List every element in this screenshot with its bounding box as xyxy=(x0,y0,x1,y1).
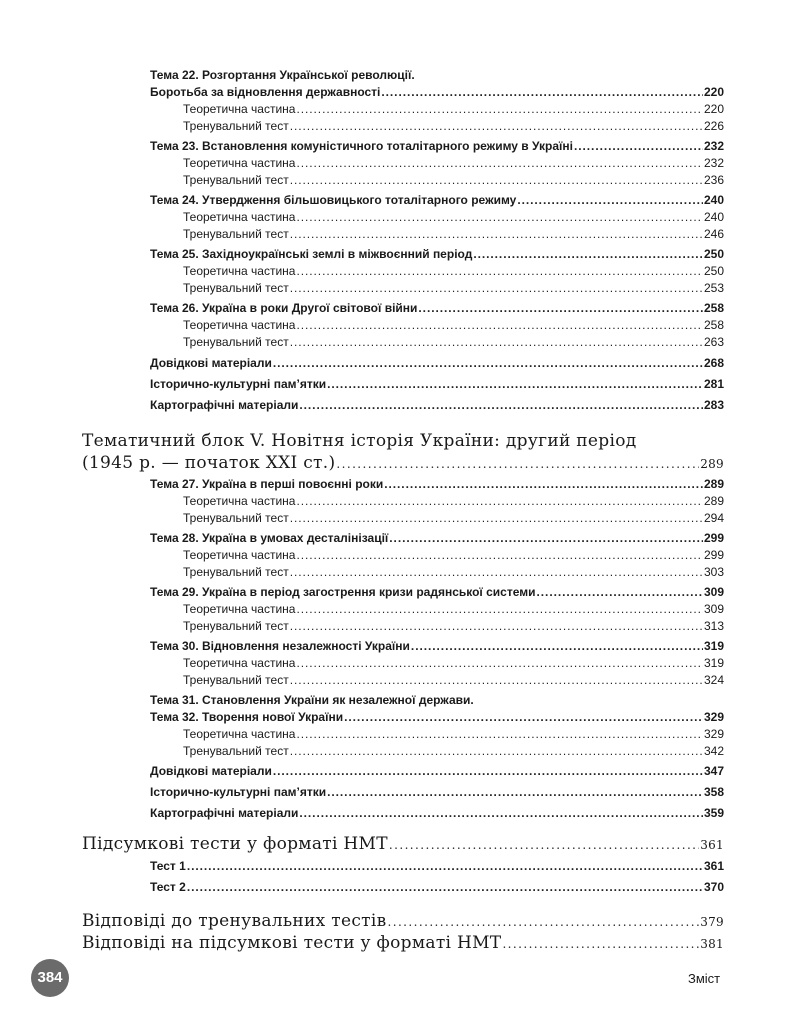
toc-entry-topic-22[interactable] xyxy=(150,85,724,100)
toc-page: 232 xyxy=(703,156,724,170)
leader-dots xyxy=(290,673,703,688)
leader-dots xyxy=(296,318,703,333)
toc-page: 258 xyxy=(703,301,724,315)
toc-entry-answers-final[interactable] xyxy=(82,933,724,954)
toc-page: 361 xyxy=(700,838,724,852)
toc-title: Картографічні матеріали xyxy=(150,806,299,820)
toc-entry-practice[interactable] xyxy=(183,335,724,350)
toc-entry-practice[interactable] xyxy=(183,281,724,296)
leader-dots xyxy=(574,139,703,154)
toc-entry-practice[interactable] xyxy=(183,565,724,580)
leader-dots xyxy=(290,281,703,296)
toc-page: 250 xyxy=(703,247,724,261)
leader-dots xyxy=(296,264,703,279)
toc-page: 240 xyxy=(703,193,724,207)
leader-dots xyxy=(473,247,703,262)
leader-dots xyxy=(336,453,699,474)
toc-title: Відповіді на підсумкові тести у форматі НМТ xyxy=(82,933,502,953)
toc-entry-topic-27[interactable] xyxy=(150,477,724,492)
toc-title: Тренувальний тест xyxy=(183,619,289,633)
toc-page: 226 xyxy=(703,119,724,133)
toc-page: 232 xyxy=(703,139,724,153)
leader-dots xyxy=(290,565,703,580)
toc-page: 329 xyxy=(703,710,724,724)
toc-page: 299 xyxy=(703,548,724,562)
toc-entry-test-1[interactable] xyxy=(150,859,724,874)
toc-entry-theory[interactable] xyxy=(183,156,724,171)
toc-entry-answers-training[interactable] xyxy=(82,911,724,932)
toc-entry-topic-23[interactable] xyxy=(150,139,724,154)
leader-dots xyxy=(387,911,699,932)
toc-title: Тест 2 xyxy=(150,880,186,894)
toc-title: Теоретична частина xyxy=(183,656,296,670)
toc-title: Теоретична частина xyxy=(183,602,296,616)
toc-title: Тема 23. Встановлення комуністичного тоталітарного режиму в Україні xyxy=(150,139,573,153)
page-number-badge: 384 xyxy=(31,959,69,997)
toc-entry-topic-30[interactable] xyxy=(150,639,724,654)
toc-page: 250 xyxy=(703,264,724,278)
toc-page: 309 xyxy=(703,585,724,599)
toc-page: 220 xyxy=(703,102,724,116)
toc-entry-theory[interactable] xyxy=(183,548,724,563)
toc-entry-test-2[interactable] xyxy=(150,880,724,895)
toc-title: Теоретична частина xyxy=(183,318,296,332)
leader-dots xyxy=(296,210,703,225)
toc-page: 246 xyxy=(703,227,724,241)
toc-title: Історично-культурні пам’ятки xyxy=(150,785,327,799)
toc-title: Відповіді до тренувальних тестів xyxy=(82,911,387,931)
toc-topic-31-title[interactable]: Тема 31. Становлення України як незалежної держави. xyxy=(150,693,474,707)
toc-entry-theory[interactable] xyxy=(183,727,724,742)
leader-dots xyxy=(273,764,703,779)
toc-entry-practice[interactable] xyxy=(183,619,724,634)
leader-dots xyxy=(344,710,703,725)
leader-dots xyxy=(389,834,699,855)
toc-title: Тренувальний тест xyxy=(183,511,289,525)
toc-title: Тренувальний тест xyxy=(183,227,289,241)
toc-entry-topic-29[interactable] xyxy=(150,585,724,600)
toc-entry-block-v[interactable] xyxy=(82,453,724,474)
toc-title: Теоретична частина xyxy=(183,548,296,562)
toc-title: Боротьба за відновлення державності xyxy=(150,85,381,99)
leader-dots xyxy=(296,102,703,117)
toc-title: Теоретична частина xyxy=(183,210,296,224)
toc-title: Тренувальний тест xyxy=(183,565,289,579)
leader-dots xyxy=(517,193,703,208)
toc-entry-theory[interactable] xyxy=(183,656,724,671)
leader-dots xyxy=(290,744,703,759)
toc-entry-topic-26[interactable] xyxy=(150,301,724,316)
toc-page: 253 xyxy=(703,281,724,295)
toc-page: 319 xyxy=(703,656,724,670)
toc-title: Тренувальний тест xyxy=(183,173,289,187)
toc-entry-topic-32[interactable] xyxy=(150,710,724,725)
toc-title: Тренувальний тест xyxy=(183,744,289,758)
toc-title: Тема 28. Україна в умовах десталінізації xyxy=(150,531,389,545)
toc-page: 283 xyxy=(703,398,724,412)
toc-page: 324 xyxy=(703,673,724,687)
toc-page: 379 xyxy=(700,915,724,929)
toc-entry-theory[interactable] xyxy=(183,318,724,333)
toc-page: 299 xyxy=(703,531,724,545)
leader-dots xyxy=(296,727,703,742)
toc-entry-reference[interactable] xyxy=(150,356,724,371)
leader-dots xyxy=(296,548,703,563)
toc-entry-monuments[interactable] xyxy=(150,377,724,392)
toc-entry-theory[interactable] xyxy=(183,102,724,117)
toc-page: 309 xyxy=(703,602,724,616)
toc-title: Теоретична частина xyxy=(183,102,296,116)
toc-page: 359 xyxy=(703,806,724,820)
toc-title: (1945 р. — початок XXI ст.) xyxy=(82,453,336,473)
toc-entry-practice[interactable] xyxy=(183,227,724,242)
toc-entry-practice[interactable] xyxy=(183,744,724,759)
toc-title: Тренувальний тест xyxy=(183,673,289,687)
toc-page: 289 xyxy=(703,494,724,508)
toc-page: 342 xyxy=(703,744,724,758)
toc-entry-maps[interactable] xyxy=(150,398,724,413)
toc-entry-practice[interactable] xyxy=(183,119,724,134)
leader-dots xyxy=(381,85,703,100)
section-title: Зміст xyxy=(688,971,721,986)
toc-title: Тема 29. Україна в період загострення кризи радянської системи xyxy=(150,585,536,599)
toc-title: Тренувальний тест xyxy=(183,335,289,349)
toc-page: 381 xyxy=(700,937,724,951)
leader-dots xyxy=(273,356,703,371)
toc-entry-practice[interactable] xyxy=(183,673,724,688)
leader-dots xyxy=(299,806,703,821)
toc-page: 220 xyxy=(703,85,724,99)
leader-dots xyxy=(290,227,703,242)
leader-dots xyxy=(418,301,703,316)
toc-title: Теоретична частина xyxy=(183,727,296,741)
toc-page: 289 xyxy=(703,477,724,491)
leader-dots xyxy=(327,785,703,800)
leader-dots xyxy=(296,156,703,171)
toc-entry-reference[interactable] xyxy=(150,764,724,779)
toc-title: Тема 25. Західноукраїнські землі в міжвоєнний період xyxy=(150,247,473,261)
toc-title: Підсумкові тести у форматі НМТ xyxy=(82,834,388,854)
toc-topic-22-title[interactable]: Тема 22. Розгортання Української революції. xyxy=(150,68,415,82)
toc-title: Тест 1 xyxy=(150,859,186,873)
toc-entry-theory[interactable] xyxy=(183,264,724,279)
toc-page: 313 xyxy=(703,619,724,633)
toc-page: 263 xyxy=(703,335,724,349)
toc-entry-monuments[interactable] xyxy=(150,785,724,800)
toc-entry-theory[interactable] xyxy=(183,210,724,225)
toc-page: 294 xyxy=(703,511,724,525)
toc-title: Теоретична частина xyxy=(183,494,296,508)
leader-dots xyxy=(290,119,703,134)
leader-dots xyxy=(290,619,703,634)
toc-entry-theory[interactable] xyxy=(183,602,724,617)
leader-dots xyxy=(384,477,703,492)
toc-entry-practice[interactable] xyxy=(183,511,724,526)
leader-dots xyxy=(537,585,703,600)
toc-page: 370 xyxy=(703,880,724,894)
leader-dots xyxy=(296,656,703,671)
toc-title: Теоретична частина xyxy=(183,156,296,170)
toc-entry-topic-24[interactable] xyxy=(150,193,724,208)
toc-page: 303 xyxy=(703,565,724,579)
toc-title: Тренувальний тест xyxy=(183,119,289,133)
toc-block-v-title[interactable]: Тематичний блок V. Новітня історія України: другий період xyxy=(82,431,637,451)
toc-title: Тема 27. Україна в перші повоєнні роки xyxy=(150,477,384,491)
toc-page: 281 xyxy=(703,377,724,391)
toc-title: Тема 26. Україна в роки Другої світової війни xyxy=(150,301,418,315)
toc-page: 319 xyxy=(703,639,724,653)
leader-dots xyxy=(296,494,703,509)
leader-dots xyxy=(187,880,703,895)
toc-entry-topic-28[interactable] xyxy=(150,531,724,546)
toc-page: 347 xyxy=(703,764,724,778)
toc-entry-final-tests[interactable] xyxy=(82,834,724,855)
toc-title: Довідкові матеріали xyxy=(150,764,272,778)
toc-title: Тема 30. Відновлення незалежності України xyxy=(150,639,410,653)
leader-dots xyxy=(290,335,703,350)
toc-page: 361 xyxy=(703,859,724,873)
toc-entry-maps[interactable] xyxy=(150,806,724,821)
leader-dots xyxy=(327,377,703,392)
leader-dots xyxy=(290,173,703,188)
toc-page: 268 xyxy=(703,356,724,370)
leader-dots xyxy=(411,639,703,654)
leader-dots xyxy=(389,531,703,546)
toc-title: Теоретична частина xyxy=(183,264,296,278)
toc-entry-topic-25[interactable] xyxy=(150,247,724,262)
toc-title: Картографічні матеріали xyxy=(150,398,299,412)
leader-dots xyxy=(502,933,699,954)
toc-page: 329 xyxy=(703,727,724,741)
toc-page: 240 xyxy=(703,210,724,224)
toc-page: 289 xyxy=(700,457,724,471)
toc-page: 236 xyxy=(703,173,724,187)
toc-title: Тема 32. Творення нової України xyxy=(150,710,344,724)
leader-dots xyxy=(187,859,703,874)
toc-title: Тема 24. Утвердження більшовицького тоталітарного режиму xyxy=(150,193,517,207)
toc-entry-theory[interactable] xyxy=(183,494,724,509)
leader-dots xyxy=(299,398,703,413)
toc-title: Історично-культурні пам’ятки xyxy=(150,377,327,391)
toc-title: Тренувальний тест xyxy=(183,281,289,295)
toc-page: 258 xyxy=(703,318,724,332)
leader-dots xyxy=(290,511,703,526)
toc-entry-practice[interactable] xyxy=(183,173,724,188)
toc-title: Довідкові матеріали xyxy=(150,356,272,370)
leader-dots xyxy=(296,602,703,617)
toc-page: 358 xyxy=(703,785,724,799)
